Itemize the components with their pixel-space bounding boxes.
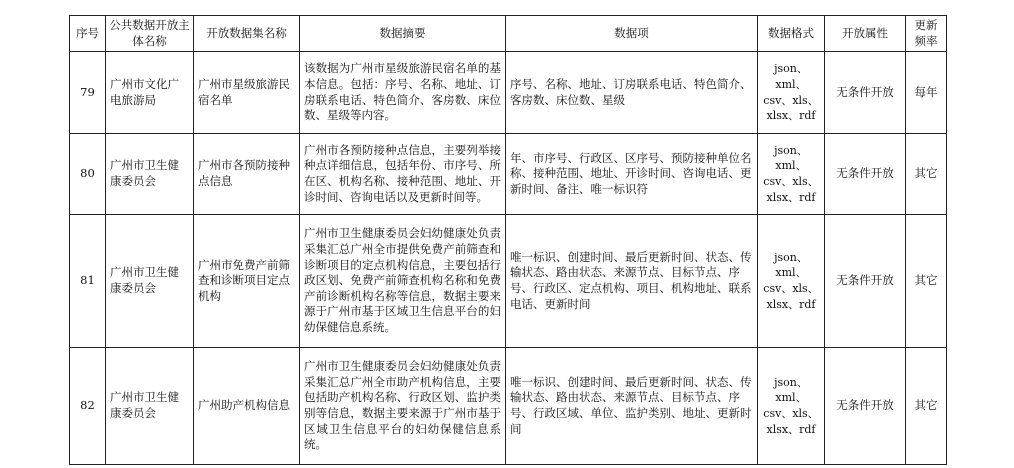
cell-attribute: 无条件开放	[825, 215, 906, 348]
cell-summary: 广州市卫生健康委员会妇幼健康处负责采集汇总广州全市提供免费产前筛查和诊断项目的定点机构信息，主要包括行政区划、免费产前筛查机构名称和免费产前诊断机构名称等信息，数据主要来源于广州市基于区域卫生信息平台的妇幼保健信息系统。	[300, 215, 506, 348]
col-header-attribute: 开放属性	[825, 16, 906, 52]
cell-summary: 广州市卫生健康委员会妇幼健康处负责采集汇总广州全市助产机构信息，主要包括助产机构名称、行政区划、监护类别等信息，数据主要来源于广州市基于区域卫生信息平台的妇幼保健信息系统。	[300, 348, 506, 465]
col-header-dataset: 开放数据集名称	[194, 16, 300, 52]
cell-owner: 广州市卫生健康委员会	[106, 348, 194, 465]
cell-format: json、xml、csv、xls、xlsx、rdf	[758, 52, 825, 134]
cell-frequency: 其它	[906, 348, 947, 465]
col-header-seq: 序号	[70, 16, 106, 52]
cell-frequency: 其它	[906, 134, 947, 215]
col-header-format: 数据格式	[758, 16, 825, 52]
dataset-table	[69, 15, 947, 465]
table-row	[70, 134, 947, 215]
cell-seq: 79	[70, 52, 106, 134]
cell-summary: 广州市各预防接种点信息，主要列举接种点详细信息，包括年份、市序号、所在区、机构名称、接种范围、地址、开诊时间、咨询电话以及更新时间等。	[300, 134, 506, 215]
col-header-frequency: 更新频率	[906, 16, 947, 52]
cell-format: json、xml、csv、xls、xlsx、rdf	[758, 215, 825, 348]
cell-summary: 该数据为广州市星级旅游民宿名单的基本信息。包括：序号、名称、地址、订房联系电话、特色简介、客房数、床位数、星级等内容。	[300, 52, 506, 134]
table-row	[70, 215, 947, 348]
cell-attribute: 无条件开放	[825, 348, 906, 465]
cell-attribute: 无条件开放	[825, 134, 906, 215]
cell-dataset: 广州市各预防接种点信息	[194, 134, 300, 215]
cell-dataset: 广州助产机构信息	[194, 348, 300, 465]
col-header-summary: 数据摘要	[300, 16, 506, 52]
cell-items: 唯一标识、创建时间、最后更新时间、状态、传输状态、路由状态、来源节点、目标节点、序号、行政区、定点机构、项目、机构地址、联系电话、更新时间	[506, 215, 758, 348]
cell-frequency: 每年	[906, 52, 947, 134]
cell-owner: 广州市文化广电旅游局	[106, 52, 194, 134]
cell-owner: 广州市卫生健康委员会	[106, 215, 194, 348]
cell-dataset: 广州市星级旅游民宿名单	[194, 52, 300, 134]
cell-items: 年、市序号、行政区、区序号、预防接种单位名称、接种范围、地址、开诊时间、咨询电话、更新时间、备注、唯一标识符	[506, 134, 758, 215]
cell-dataset: 广州市免费产前筛查和诊断项目定点机构	[194, 215, 300, 348]
cell-attribute: 无条件开放	[825, 52, 906, 134]
cell-format: json、xml、csv、xls、xlsx、rdf	[758, 348, 825, 465]
cell-items: 唯一标识、创建时间、最后更新时间、状态、传输状态、路由状态、来源节点、目标节点、序号、行政区域、单位、监护类别、地址、更新时间	[506, 348, 758, 465]
col-header-owner: 公共数据开放主体名称	[106, 16, 194, 52]
table-row	[70, 52, 947, 134]
cell-format: json、xml、csv、xls、xlsx、rdf	[758, 134, 825, 215]
cell-owner: 广州市卫生健康委员会	[106, 134, 194, 215]
col-header-items: 数据项	[506, 16, 758, 52]
cell-frequency: 其它	[906, 215, 947, 348]
cell-seq: 82	[70, 348, 106, 465]
table-row	[70, 348, 947, 465]
cell-seq: 81	[70, 215, 106, 348]
header-row	[70, 16, 947, 52]
cell-seq: 80	[70, 134, 106, 215]
cell-items: 序号、名称、地址、订房联系电话、特色简介、客房数、床位数、星级	[506, 52, 758, 134]
